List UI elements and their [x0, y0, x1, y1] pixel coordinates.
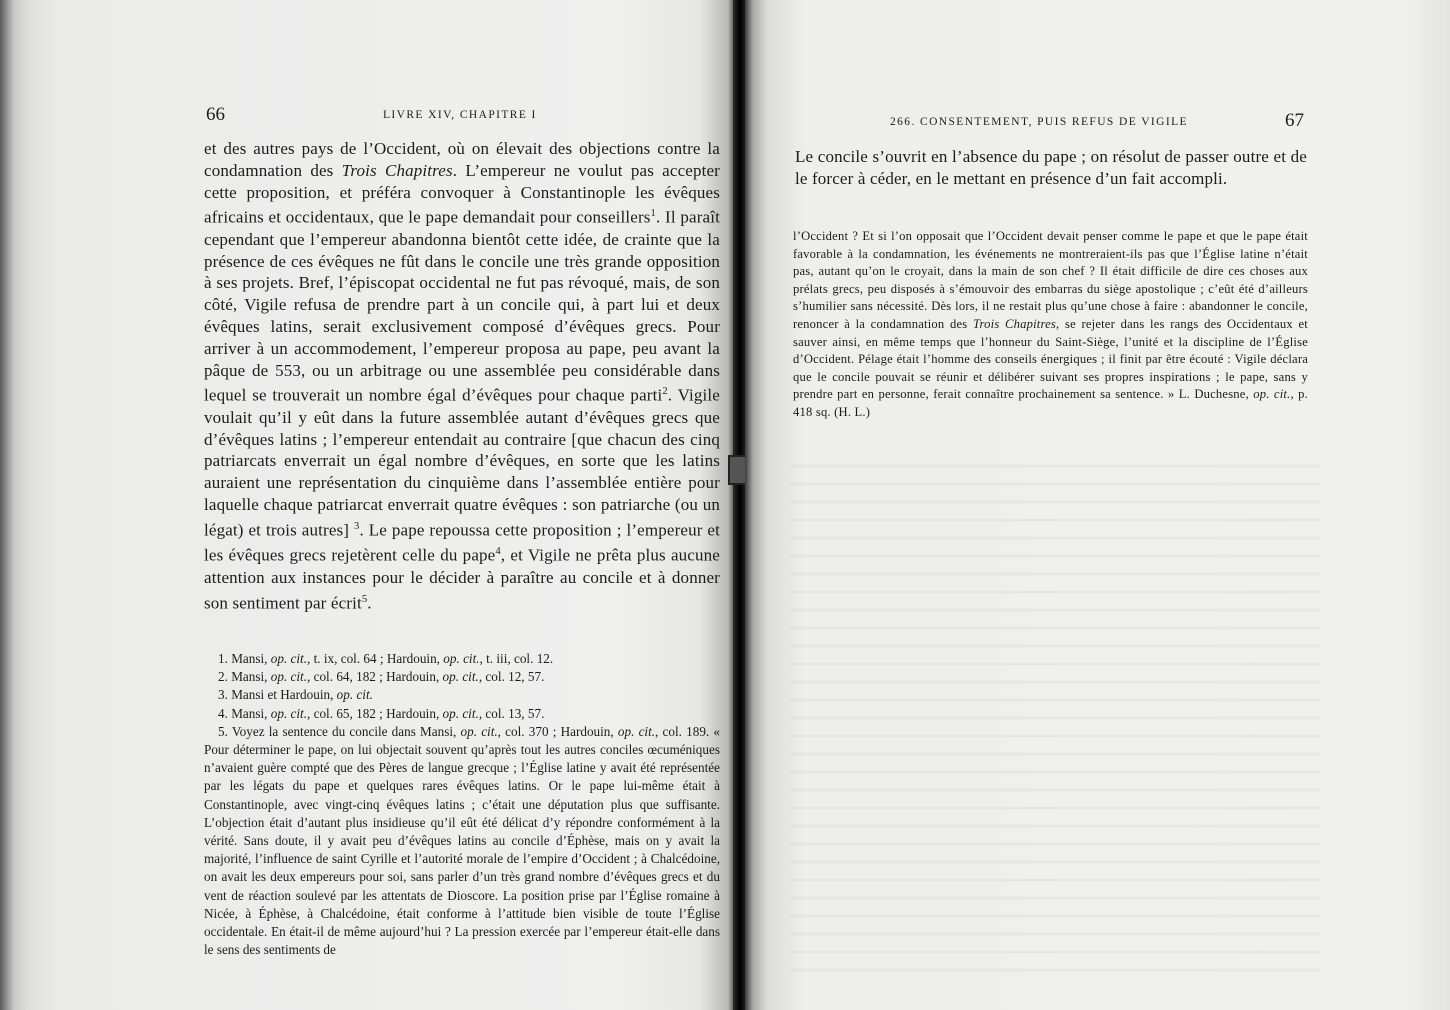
text-run: , col. 65, 182 ; Hardouin,	[307, 705, 443, 721]
body-paragraph	[204, 138, 720, 614]
italic-text: op. cit.	[270, 705, 308, 721]
text-run: l’Occident ? Et si l’on opposait que l’Occident devait penser comme le pape et que le pape était favorable à la condamnation, les événements ne montreraient-ils pas que l’Église latine n’était pas, autant qu’on le croyait, dans la main de son chef ? Il était difficile de dire ces choses aux prélats grecs, peu disposés à s’émouvoir des embarras du siège apostolique ; c’eût été d’ailleurs s’humilier sans nécessité. Dès lors, il ne restait plus qu’une chose à faire : abandonner le concile, renoncer à la condamnation des	[793, 229, 1308, 331]
text-run: , col. 13, 57.	[478, 705, 545, 721]
italic-text: op. cit.	[617, 723, 656, 739]
text-run: , col. 370 ; Hardouin,	[497, 723, 618, 739]
footnote-paragraph	[793, 228, 1308, 422]
footnote-ref: 5	[361, 593, 368, 605]
italic-text: op. cit.	[270, 651, 308, 666]
running-head: 266. CONSENTEMENT, PUIS REFUS DE VIGILE	[890, 116, 1188, 128]
footnote	[204, 650, 720, 668]
text-run: 1. Mansi,	[218, 651, 271, 666]
footnote-ref: 3	[354, 520, 360, 532]
footnotes	[204, 650, 720, 959]
text-run: , col. 64, 182 ; Hardouin,	[307, 669, 443, 685]
text-run: , t. ix, col. 64 ; Hardouin,	[307, 651, 444, 666]
text-run: , col. 12, 57.	[478, 669, 545, 685]
page-number: 67	[1285, 110, 1304, 131]
body-text	[795, 146, 1307, 190]
text-run: , et Vigile ne prêta plus aucune attention aux instances pour le décider à paraître au concile et à donner son sentiment par écrit	[204, 545, 720, 613]
body-paragraph: Le concile s’ouvrit en l’absence du pape ; on résolut de passer outre et de le forcer à céder, en le mettant en présence d’un fait accompli.	[795, 147, 1307, 188]
italic-text: op. cit.	[460, 723, 498, 739]
page-number: 66	[206, 104, 225, 125]
italic-text: op. cit.	[442, 669, 479, 685]
text-run: . L’empereur ne voulut pas accepter cette proposition, et préféra convoquer à Constantinople les évêques africains et occidentaux, que le pape demandait pour conseillers	[204, 160, 720, 228]
italic-text: op. cit.	[270, 669, 308, 685]
text-run: . Vigile voulait qu’il y eût dans la future assemblée autant d’évêques grecs que d’évêques latins ; l’empereur entendait au contraire [que chacun des cinq patriarcats enverrait un égal nombre d’évêques, en sorte que les latins auraient une représentation du cinquième dans l’assemblée entière pour laquelle chaque patriarcat enverrait quatre évêques : son patriarche (ou un légat) et trois autres]	[204, 386, 720, 540]
footnote-ref: 1	[650, 208, 656, 220]
italic-text: Trois Chapitres	[972, 316, 1057, 331]
italic-text: Trois Chapitres	[341, 160, 453, 180]
text-run: 4. Mansi,	[218, 705, 271, 721]
text-run: . Le pape repoussa cette proposition ; l’empereur et les évêques grecs rejetèrent celle du pape	[204, 520, 721, 565]
footnote	[204, 668, 720, 686]
running-head: LIVRE XIV, CHAPITRE I	[383, 109, 537, 121]
text-run: .	[367, 593, 372, 613]
footnote-ref: 4	[495, 546, 501, 558]
text-run: . Il paraît cependant que l’empereur abandonna bientôt cette idée, de crainte que la présence de ces évêques ne fût dans le concile une très grande opposition à ses projets. Bref, l’épiscopat occidental ne fut pas révoqué, mais, de son côté, Vigile refusa de prendre part à un concile qui, à part lui et deux évêques latins, serait exclusivement composé d’évêques grecs. Pour arriver à un accommodement, l’empereur proposa au pape, peu avant la pâque de 553, ou un arbitrage ou une assemblée peu considérable dans lequel se trouverait un nombre égal d’évêques pour chaque parti	[204, 208, 721, 406]
text-run: , col. 189. « Pour déterminer le pape, on lui objectait souvent qu’après tout les autres conciles œcuméniques n’avaient guère compté que des Pères de langue grecque ; l’Église latine y avait été représentée par les légats du pape et quelques rares évêques latins. Or le pape lui-même était à Constantinople, avec vingt-cinq évêques latins ; c’était une députation plus que suffisante. L’objection était d’autant plus insidieuse qu’il eût été délicat d’y répondre conformément à la vérité. Sans doute, il y avait peu d’évêques latins au concile d’Éphèse, mais on y avait la majorité, l’influence de saint Cyrille et l’autorité morale de l’empire d’Occident ; à Chalcédoine, on avait les deux empereurs pour soi, sans parler d’un très grand nombre d’évêques grecs et du vent de réaction soulevé par les attentats de Dioscore. La position prise par l’Église romaine à Nicée, à Éphèse, à Chalcédoine, était conforme à l’attitude bien visible de toute l’Église occidentale. En était-il de même aujourd’hui ? La pression exercée par l’empereur était-elle dans le sens des sentiments de	[204, 723, 720, 958]
body-text	[204, 138, 720, 614]
show-through-text	[790, 455, 1320, 975]
text-run: , p. 418 sq. (H. L.)	[793, 387, 1309, 419]
footnote	[204, 723, 720, 960]
text-run: 5. Voyez la sentence du concile dans Mansi,	[218, 723, 461, 739]
text-run: , t. iii, col. 12.	[479, 651, 554, 666]
footnote	[204, 705, 720, 723]
italic-text: op. cit.	[1253, 387, 1291, 402]
text-run: et des autres pays de l’Occident, où on élevait des objections contre la condamnation des	[204, 139, 720, 180]
footnote-continuation	[793, 228, 1308, 422]
text-run: 2. Mansi,	[218, 669, 271, 685]
footnote	[204, 686, 720, 704]
footnote-ref: 2	[662, 386, 668, 398]
italic-text: op. cit.	[442, 705, 479, 721]
text-run: , se rejeter dans les rangs des Occidentaux et sauver ainsi, en même temps que l’honneur du Saint-Siège, l’unité et la discipline de l’Église d’Occident. Pélage était l’homme des conseils énergiques ; il finit par être écouté : Vigile déclara que le concile pouvait se réunir et délibérer suivant ses propres inspirations ; le pape, sans y prendre part en personne, ferait connaître prochainement sa sentence. » L. Duchesne,	[793, 316, 1308, 402]
text-run: 3. Mansi et Hardouin,	[218, 687, 337, 703]
italic-text: op. cit.	[443, 651, 480, 666]
italic-text: op. cit.	[336, 687, 373, 703]
